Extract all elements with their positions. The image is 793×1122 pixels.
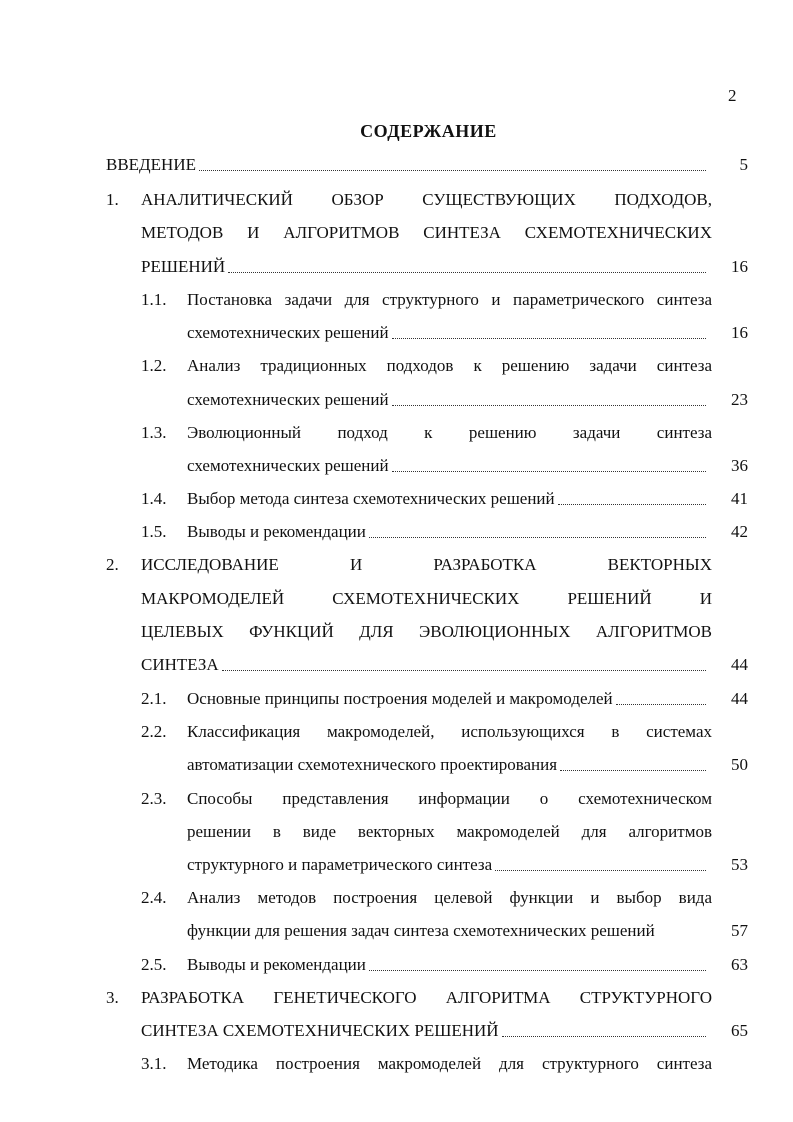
toc-page-number: 57 [731, 921, 748, 940]
page-title: СОДЕРЖАНИЕ [360, 121, 497, 141]
toc-page-number: 44 [731, 689, 748, 708]
section-title-line[interactable]: МЕТОДОВ И АЛГОРИТМОВ СИНТЕЗА СХЕМОТЕХНИЧЕСКИХ [141, 223, 712, 242]
section-title-line[interactable]: АНАЛИТИЧЕСКИЙ ОБЗОР СУЩЕСТВУЮЩИХ ПОДХОДОВ, [141, 190, 712, 209]
section-title-line: РЕШЕНИЙ [141, 257, 226, 276]
toc-entry-section-2[interactable] [141, 654, 710, 676]
subsection-title-line: Выводы и рекомендации [187, 955, 366, 974]
subsection-number: 1.3. [141, 423, 167, 442]
dot-leader [558, 503, 706, 505]
dot-leader [616, 703, 706, 705]
subsection-title-line: Выбор метода синтеза схемотехнических решений [187, 489, 555, 508]
subsection-title-line: автоматизации схемотехнического проектирования [187, 755, 558, 774]
section-number: 2. [106, 555, 119, 574]
toc-entry-1-3[interactable] [187, 455, 710, 477]
subsection-number: 1.5. [141, 522, 167, 541]
toc-page-number: 50 [731, 755, 748, 774]
toc-entry-label: ВВЕДЕНИЕ [106, 155, 196, 174]
subsection-title-line[interactable]: Эволюционный подход к решению задачи синтеза [187, 423, 712, 442]
dot-leader [369, 969, 706, 971]
dot-leader [495, 869, 706, 871]
toc-entry-2-3[interactable] [187, 854, 710, 876]
toc-page-number: 65 [731, 1021, 748, 1040]
section-title-line[interactable]: ИССЛЕДОВАНИЕ И РАЗРАБОТКА ВЕКТОРНЫХ [141, 555, 712, 574]
subsection-number: 2.5. [141, 955, 167, 974]
section-number: 1. [106, 190, 119, 209]
subsection-number: 2.3. [141, 789, 167, 808]
subsection-title-line[interactable]: Классификация макромоделей, использующихся в системах [187, 722, 712, 741]
section-title-line[interactable]: ЦЕЛЕВЫХ ФУНКЦИЙ ДЛЯ ЭВОЛЮЦИОННЫХ АЛГОРИТМОВ [141, 622, 712, 641]
section-title-line[interactable]: МАКРОМОДЕЛЕЙ СХЕМОТЕХНИЧЕСКИХ РЕШЕНИЙ И [141, 589, 712, 608]
toc-entry-2-1[interactable] [187, 688, 710, 710]
dot-leader [392, 470, 706, 472]
page-number: 2 [728, 86, 737, 105]
section-number: 3. [106, 988, 119, 1007]
toc-entry-2-2[interactable] [187, 754, 710, 776]
subsection-number: 3.1. [141, 1054, 167, 1073]
subsection-title-line[interactable]: Способы представления информации о схемотехническом [187, 789, 712, 808]
toc-page-number: 42 [731, 522, 748, 541]
dot-leader [502, 1035, 706, 1037]
toc-page-number: 16 [731, 257, 748, 276]
dot-leader [199, 169, 706, 171]
toc-entry-intro[interactable] [106, 154, 710, 176]
toc-entry-1-4[interactable] [187, 488, 710, 510]
subsection-title-line: структурного и параметрического синтеза [187, 855, 493, 874]
toc-page-number: 16 [731, 323, 748, 342]
toc-entry-1-2[interactable] [187, 389, 710, 411]
toc-page-number: 53 [731, 855, 748, 874]
toc-page-number: 44 [731, 655, 748, 674]
subsection-title-line[interactable]: Методика построения макромоделей для структурного синтеза [187, 1054, 712, 1073]
section-title-line: СИНТЕЗА [141, 655, 219, 674]
subsection-title-line: Выводы и рекомендации [187, 522, 366, 541]
toc-entry-section-3[interactable] [141, 1020, 710, 1042]
dot-leader [222, 669, 706, 671]
dot-leader [369, 536, 706, 538]
dot-leader [560, 769, 706, 771]
subsection-title-line[interactable]: Постановка задачи для структурного и параметрического синтеза [187, 290, 712, 309]
subsection-number: 1.4. [141, 489, 167, 508]
subsection-title-line: схемотехнических решений [187, 390, 389, 409]
dot-leader [392, 404, 706, 406]
subsection-title-line: схемотехнических решений [187, 323, 389, 342]
dot-leader [392, 337, 706, 339]
subsection-title-line[interactable]: Анализ методов построения целевой функции и выбор вида [187, 888, 712, 907]
toc-entry-2-4[interactable] [187, 920, 710, 942]
toc-entry-1-1[interactable] [187, 322, 710, 344]
toc-entry-2-5[interactable] [187, 954, 710, 976]
subsection-number: 2.4. [141, 888, 167, 907]
section-title-line[interactable]: РАЗРАБОТКА ГЕНЕТИЧЕСКОГО АЛГОРИТМА СТРУКТУРНОГО [141, 988, 712, 1007]
subsection-title-line: Основные принципы построения моделей и макромоделей [187, 689, 613, 708]
subsection-title-line: схемотехнических решений [187, 456, 389, 475]
section-title-line: СИНТЕЗА СХЕМОТЕХНИЧЕСКИХ РЕШЕНИЙ [141, 1021, 499, 1040]
toc-page-number: 41 [731, 489, 748, 508]
toc-page-number: 5 [739, 155, 748, 174]
toc-page-number: 63 [731, 955, 748, 974]
toc-page-number: 36 [731, 456, 748, 475]
toc-entry-1-5[interactable] [187, 521, 710, 543]
subsection-number: 1.2. [141, 356, 167, 375]
subsection-number: 2.1. [141, 689, 167, 708]
subsection-title-line[interactable]: Анализ традиционных подходов к решению задачи синтеза [187, 356, 712, 375]
dot-leader [228, 271, 706, 273]
subsection-number: 1.1. [141, 290, 167, 309]
subsection-title-line[interactable]: решении в виде векторных макромоделей для алгоритмов [187, 822, 712, 841]
toc-entry-section-1[interactable] [141, 256, 710, 278]
subsection-number: 2.2. [141, 722, 167, 741]
toc-page-number: 23 [731, 390, 748, 409]
subsection-title-line: функции для решения задач синтеза схемотехнических решений [187, 921, 655, 940]
